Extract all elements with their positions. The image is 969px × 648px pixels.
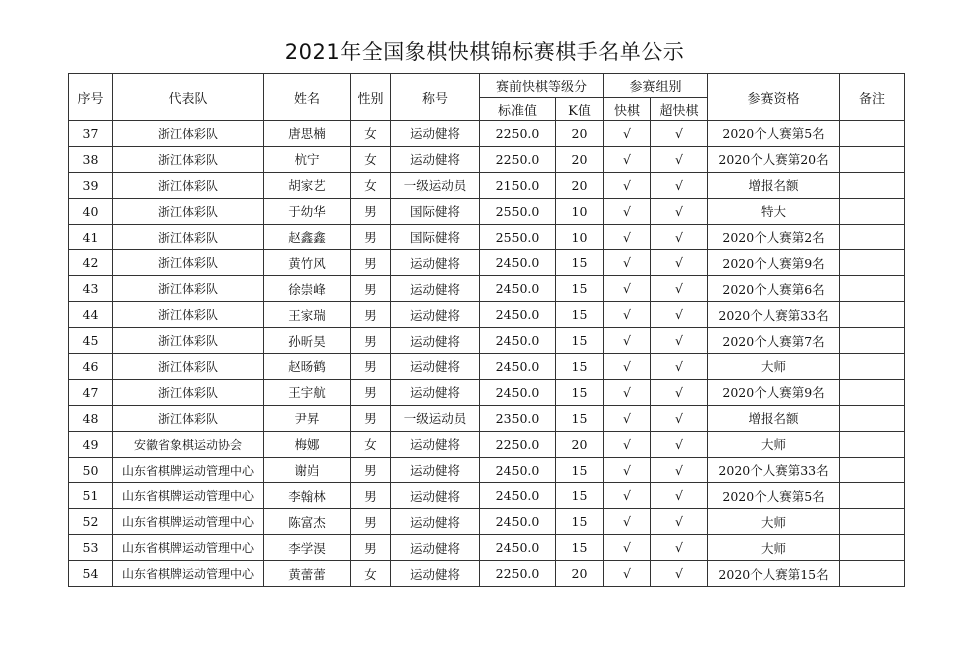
cell-gender: 男 [351,302,391,328]
cell-qualification: 2020个人赛第9名 [708,379,840,405]
table-row [69,483,905,509]
cell-k: 15 [556,457,604,483]
cell-gender: 男 [351,457,391,483]
cell-rating: 2550.0 [480,198,556,224]
cell-no: 54 [69,561,113,587]
cell-no: 45 [69,328,113,354]
cell-qualification: 大师 [708,535,840,561]
cell-blitz: √ [651,405,708,431]
cell-name: 胡家艺 [264,172,351,198]
cell-title: 运动健将 [391,561,480,587]
cell-name: 梅娜 [264,431,351,457]
cell-rating: 2450.0 [480,328,556,354]
cell-no: 42 [69,250,113,276]
cell-rating: 2450.0 [480,250,556,276]
cell-blitz: √ [651,276,708,302]
header-rating-group: 赛前快棋等级分 [480,74,604,98]
cell-no: 51 [69,483,113,509]
cell-gender: 男 [351,509,391,535]
cell-team: 浙江体彩队 [113,198,264,224]
cell-rapid: √ [604,379,651,405]
cell-k: 15 [556,509,604,535]
cell-notes [840,405,905,431]
cell-name: 尹昇 [264,405,351,431]
cell-notes [840,276,905,302]
cell-rating: 2450.0 [480,379,556,405]
cell-notes [840,302,905,328]
cell-rapid: √ [604,121,651,147]
cell-team: 浙江体彩队 [113,250,264,276]
cell-title: 国际健将 [391,198,480,224]
header-rating-std: 标准值 [480,98,556,121]
cell-rapid: √ [604,250,651,276]
cell-title: 国际健将 [391,224,480,250]
header-qualification: 参赛资格 [708,74,840,121]
page-title: 2021年全国象棋快棋锦标赛棋手名单公示 [284,40,685,64]
cell-rating: 2150.0 [480,172,556,198]
cell-no: 44 [69,302,113,328]
table-row [69,146,905,172]
cell-qualification: 2020个人赛第7名 [708,328,840,354]
cell-rating: 2450.0 [480,354,556,380]
cell-k: 20 [556,561,604,587]
cell-blitz: √ [651,483,708,509]
cell-team: 浙江体彩队 [113,172,264,198]
table-row [69,224,905,250]
cell-no: 38 [69,146,113,172]
cell-notes [840,354,905,380]
cell-gender: 男 [351,405,391,431]
cell-gender: 女 [351,121,391,147]
header-team: 代表队 [113,74,264,121]
header-notes: 备注 [840,74,905,121]
cell-k: 15 [556,250,604,276]
cell-rapid: √ [604,224,651,250]
cell-title: 运动健将 [391,483,480,509]
cell-blitz: √ [651,198,708,224]
cell-rating: 2450.0 [480,535,556,561]
header-k-value: K值 [556,98,604,121]
cell-notes [840,146,905,172]
cell-name: 谢岿 [264,457,351,483]
cell-qualification: 2020个人赛第15名 [708,561,840,587]
cell-team: 浙江体彩队 [113,328,264,354]
table-row [69,354,905,380]
cell-blitz: √ [651,328,708,354]
cell-gender: 女 [351,431,391,457]
cell-no: 48 [69,405,113,431]
cell-gender: 男 [351,250,391,276]
cell-no: 52 [69,509,113,535]
cell-k: 10 [556,224,604,250]
cell-team: 浙江体彩队 [113,379,264,405]
cell-team: 安徽省象棋运动协会 [113,431,264,457]
cell-gender: 女 [351,146,391,172]
cell-title: 运动健将 [391,121,480,147]
cell-k: 20 [556,172,604,198]
cell-name: 李学淏 [264,535,351,561]
cell-no: 46 [69,354,113,380]
cell-blitz: √ [651,302,708,328]
cell-rapid: √ [604,509,651,535]
cell-rating: 2450.0 [480,302,556,328]
cell-title: 运动健将 [391,431,480,457]
cell-rating: 2450.0 [480,509,556,535]
cell-rapid: √ [604,535,651,561]
cell-qualification: 增报名额 [708,172,840,198]
cell-team: 浙江体彩队 [113,354,264,380]
cell-title: 运动健将 [391,276,480,302]
cell-name: 陈富杰 [264,509,351,535]
table-row [69,379,905,405]
cell-no: 49 [69,431,113,457]
table-row [69,405,905,431]
cell-no: 41 [69,224,113,250]
table-row [69,276,905,302]
cell-notes [840,250,905,276]
cell-name: 孙昕昊 [264,328,351,354]
cell-qualification: 大师 [708,431,840,457]
table-row [69,121,905,147]
header-blitz: 超快棋 [651,98,708,121]
cell-rating: 2450.0 [480,483,556,509]
cell-notes [840,172,905,198]
cell-qualification: 大师 [708,509,840,535]
cell-rating: 2550.0 [480,224,556,250]
cell-qualification: 2020个人赛第33名 [708,457,840,483]
header-rapid: 快棋 [604,98,651,121]
cell-no: 40 [69,198,113,224]
cell-qualification: 大师 [708,354,840,380]
cell-blitz: √ [651,561,708,587]
cell-rapid: √ [604,328,651,354]
header-title: 称号 [391,74,480,121]
cell-blitz: √ [651,457,708,483]
cell-title: 运动健将 [391,457,480,483]
table-row [69,509,905,535]
cell-rating: 2250.0 [480,561,556,587]
cell-no: 47 [69,379,113,405]
cell-rapid: √ [604,146,651,172]
cell-title: 一级运动员 [391,172,480,198]
cell-qualification: 2020个人赛第5名 [708,483,840,509]
cell-rating: 2350.0 [480,405,556,431]
roster-table [68,73,905,587]
cell-k: 15 [556,379,604,405]
cell-blitz: √ [651,379,708,405]
cell-notes [840,509,905,535]
header-name: 姓名 [264,74,351,121]
cell-notes [840,561,905,587]
cell-title: 运动健将 [391,250,480,276]
cell-name: 赵旸鹤 [264,354,351,380]
cell-name: 王家瑞 [264,302,351,328]
cell-no: 53 [69,535,113,561]
cell-no: 43 [69,276,113,302]
table-row [69,198,905,224]
cell-team: 浙江体彩队 [113,224,264,250]
cell-blitz: √ [651,509,708,535]
cell-title: 运动健将 [391,146,480,172]
cell-k: 20 [556,146,604,172]
cell-gender: 男 [351,483,391,509]
cell-qualification: 2020个人赛第5名 [708,121,840,147]
cell-no: 37 [69,121,113,147]
cell-k: 15 [556,354,604,380]
cell-title: 运动健将 [391,354,480,380]
cell-name: 徐崇峰 [264,276,351,302]
cell-notes [840,483,905,509]
cell-gender: 男 [351,224,391,250]
cell-rating: 2450.0 [480,276,556,302]
cell-title: 运动健将 [391,379,480,405]
cell-no: 50 [69,457,113,483]
cell-rapid: √ [604,276,651,302]
cell-k: 20 [556,121,604,147]
cell-k: 15 [556,276,604,302]
cell-blitz: √ [651,121,708,147]
cell-team: 山东省棋牌运动管理中心 [113,483,264,509]
cell-k: 15 [556,302,604,328]
cell-blitz: √ [651,431,708,457]
cell-k: 15 [556,535,604,561]
cell-title: 运动健将 [391,535,480,561]
cell-gender: 男 [351,379,391,405]
cell-notes [840,328,905,354]
cell-blitz: √ [651,146,708,172]
cell-notes [840,121,905,147]
cell-team: 山东省棋牌运动管理中心 [113,509,264,535]
cell-gender: 男 [351,354,391,380]
cell-k: 15 [556,405,604,431]
cell-qualification: 2020个人赛第9名 [708,250,840,276]
cell-notes [840,379,905,405]
table-body [69,121,905,587]
header-gender: 性别 [351,74,391,121]
cell-name: 赵鑫鑫 [264,224,351,250]
cell-rating: 2250.0 [480,146,556,172]
cell-rapid: √ [604,302,651,328]
header-event-group: 参赛组别 [604,74,708,98]
cell-qualification: 2020个人赛第20名 [708,146,840,172]
header-no: 序号 [69,74,113,121]
cell-qualification: 2020个人赛第6名 [708,276,840,302]
cell-notes [840,198,905,224]
cell-rapid: √ [604,561,651,587]
cell-rapid: √ [604,457,651,483]
cell-blitz: √ [651,354,708,380]
cell-rapid: √ [604,431,651,457]
cell-gender: 男 [351,328,391,354]
cell-team: 山东省棋牌运动管理中心 [113,535,264,561]
cell-name: 黄竹风 [264,250,351,276]
cell-team: 浙江体彩队 [113,276,264,302]
cell-blitz: √ [651,535,708,561]
cell-gender: 女 [351,561,391,587]
cell-no: 39 [69,172,113,198]
cell-team: 浙江体彩队 [113,121,264,147]
table-row [69,561,905,587]
cell-name: 王宇航 [264,379,351,405]
cell-gender: 女 [351,172,391,198]
cell-k: 20 [556,431,604,457]
table-row [69,302,905,328]
cell-k: 10 [556,198,604,224]
cell-name: 于幼华 [264,198,351,224]
cell-blitz: √ [651,172,708,198]
cell-name: 黄蕾蕾 [264,561,351,587]
cell-team: 浙江体彩队 [113,405,264,431]
cell-rating: 2250.0 [480,121,556,147]
cell-rating: 2250.0 [480,431,556,457]
cell-gender: 男 [351,276,391,302]
cell-team: 山东省棋牌运动管理中心 [113,457,264,483]
cell-name: 唐思楠 [264,121,351,147]
cell-rating: 2450.0 [480,457,556,483]
cell-notes [840,457,905,483]
cell-gender: 男 [351,198,391,224]
cell-gender: 男 [351,535,391,561]
table-row [69,535,905,561]
cell-notes [840,535,905,561]
cell-qualification: 2020个人赛第2名 [708,224,840,250]
cell-rapid: √ [604,354,651,380]
table-row [69,172,905,198]
cell-name: 李翰林 [264,483,351,509]
cell-team: 浙江体彩队 [113,302,264,328]
cell-notes [840,431,905,457]
cell-k: 15 [556,483,604,509]
cell-qualification: 特大 [708,198,840,224]
cell-team: 浙江体彩队 [113,146,264,172]
cell-title: 一级运动员 [391,405,480,431]
cell-team: 山东省棋牌运动管理中心 [113,561,264,587]
table-row [69,328,905,354]
cell-qualification: 增报名额 [708,405,840,431]
cell-rapid: √ [604,405,651,431]
cell-rapid: √ [604,483,651,509]
cell-rapid: √ [604,172,651,198]
cell-title: 运动健将 [391,509,480,535]
table-row [69,250,905,276]
cell-title: 运动健将 [391,328,480,354]
cell-notes [840,224,905,250]
cell-rapid: √ [604,198,651,224]
cell-qualification: 2020个人赛第33名 [708,302,840,328]
cell-blitz: √ [651,224,708,250]
cell-blitz: √ [651,250,708,276]
table-row [69,457,905,483]
cell-title: 运动健将 [391,302,480,328]
cell-name: 杭宁 [264,146,351,172]
table-row [69,431,905,457]
cell-k: 15 [556,328,604,354]
